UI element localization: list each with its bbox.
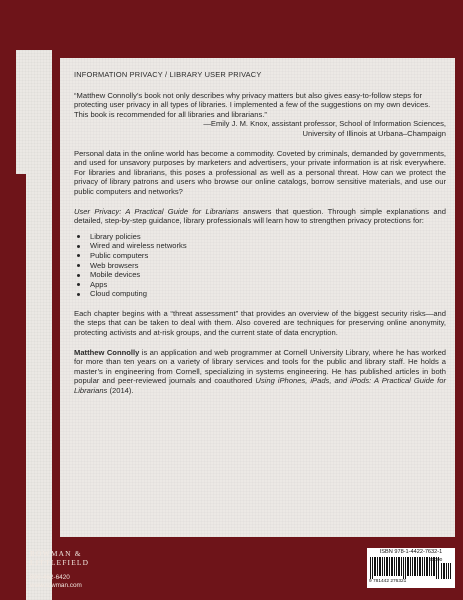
publisher-block	[26, 537, 156, 591]
list-item: Cloud computing	[74, 289, 446, 299]
list-item: Apps	[74, 280, 446, 290]
back-cover-text	[74, 70, 446, 396]
publisher-website: www.rowman.com	[30, 582, 82, 590]
publisher-logo-line1: ROWMAN &	[30, 549, 82, 558]
list-item: Public computers	[74, 251, 446, 261]
quote-attribution-1: —Emily J. M. Knox, assistant professor, School of Information Sciences,	[203, 119, 446, 129]
barcode-digits: 9 781442 276321	[369, 579, 407, 584]
list-item: Web browsers	[74, 261, 446, 271]
category-heading: INFORMATION PRIVACY / LIBRARY USER PRIVACY	[74, 70, 262, 79]
author-paragraph	[74, 348, 446, 396]
coauthored-year: (2014).	[107, 386, 134, 396]
topic-list	[74, 232, 446, 299]
list-item: Wired and wireless networks	[74, 241, 446, 251]
publisher-phone: 800-462-6420	[30, 574, 70, 581]
chapter-paragraph: Each chapter begins with a “threat assessment” that provides an overview of the biggest security risks—and the steps that can be taken to deal with them. Also covered are techniques for preserving online anonymity, protecting activists and at-risk groups, and the current state of data encryption.	[74, 308, 446, 338]
publisher-contact	[30, 574, 156, 591]
guide-paragraph-text: answers that question. Through simple explanations and detailed, step-by-step guidance, library professionals will learn how to strengthen privacy protections for:	[74, 206, 446, 226]
coauthored-book: Using iPhones, iPads, and iPods: A Practical Guide for Librarians	[74, 376, 446, 396]
left-maroon-band	[0, 174, 26, 600]
isbn-label: ISBN 978-1-4422-7632-1	[379, 549, 443, 555]
price-code: 90000	[429, 558, 443, 563]
list-item: Library policies	[74, 232, 446, 242]
author-name: Matthew Connolly	[74, 347, 140, 357]
guide-paragraph	[74, 207, 446, 226]
author-bio: is an application and web programmer at Cornell University Library, where he has worked for more than ten years on a variety of library services and tools for the public and library staff. He holds a master’s in engineering from Cornell, specializing in systems engineering. He has published articles in both popular and peer-reviewed journals and coauthored	[74, 347, 447, 386]
book-title: User Privacy: A Practical Guide for Librarians	[74, 206, 239, 216]
publisher-logo	[30, 549, 156, 567]
publisher-logo-line2: LITTLEFIELD	[30, 558, 90, 567]
endorsement-quote: “Matthew Connolly’s book not only describes why privacy matters but also gives easy-to-follow steps for protecting user privacy in all types of libraries. I implemented a few of the suggestions on my own devices. This book is recommended for all libraries and librarians.”	[74, 90, 431, 119]
quote-attribution-2: University of Illinois at Urbana–Champaign	[302, 128, 446, 138]
intro-paragraph: Personal data in the online world has become a commodity. Coveted by criminals, demanded by governments, and used for unsavory purposes by marketers and advertisers, your private information is at risk everywhere. For libraries and librarians, this poses a professional as well as a personal threat. How can we protect the privacy of library patrons and users who browse our online catalogs, borrow sensitive materials, and use our public computers and networks?	[74, 148, 446, 196]
list-item: Mobile devices	[74, 270, 446, 280]
barcode	[367, 548, 455, 588]
